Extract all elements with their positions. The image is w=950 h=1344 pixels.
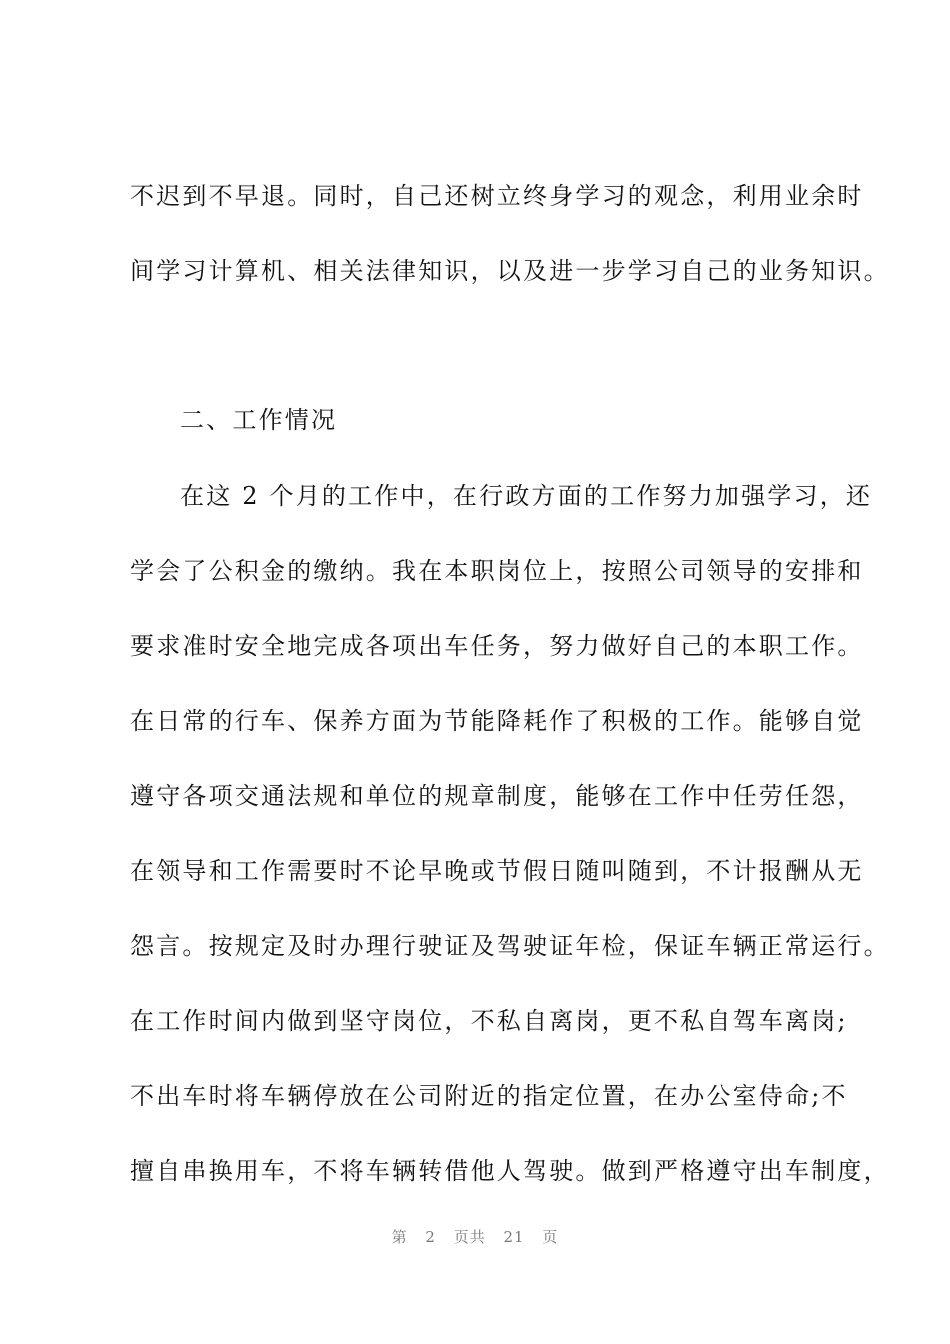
paragraph-line: 擅自串换用车，不将车辆转借他人驾驶。做到严格遵守出车制度， — [130, 1157, 890, 1185]
paragraph-line: 在工作时间内做到坚守岗位，不私自离岗，更不私自驾车离岗; — [130, 1007, 848, 1035]
page-footer — [0, 1226, 950, 1247]
footer-suffix: 页 — [542, 1228, 559, 1246]
footer-middle: 页共 — [453, 1228, 486, 1246]
paragraph-line: 在日常的行车、保养方面为节能降耗作了积极的工作。能够自觉 — [130, 707, 864, 735]
paragraph-line: 在这 2 个月的工作中，在行政方面的工作努力加强学习，还 — [180, 482, 873, 510]
paragraph-line: 学会了公积金的缴纳。我在本职岗位上，按照公司领导的安排和 — [130, 557, 864, 585]
paragraph-line: 要求准时安全地完成各项出车任务，努力做好自己的本职工作。 — [130, 632, 864, 660]
paragraph-line: 不迟到不早退。同时，自己还树立终身学习的观念，利用业余时 — [130, 182, 864, 210]
footer-prefix: 第 — [391, 1228, 408, 1246]
paragraph-line: 遵守各项交通法规和单位的规章制度，能够在工作中任劳任怨， — [130, 782, 864, 810]
paragraph-line: 怨言。按规定及时办理行驶证及驾驶证年检，保证车辆正常运行。 — [130, 932, 890, 960]
paragraph-line: 间学习计算机、相关法律知识，以及进一步学习自己的业务知识。 — [130, 257, 890, 285]
section-heading: 二、工作情况 — [180, 406, 338, 434]
paragraph-line: 不出车时将车辆停放在公司附近的指定位置，在办公室侍命;不 — [130, 1082, 848, 1110]
paragraph-line: 在领导和工作需要时不论早晚或节假日随叫随到，不计报酬从无 — [130, 857, 864, 885]
footer-page-number: 2 — [425, 1228, 436, 1246]
footer-total-pages: 21 — [503, 1228, 525, 1246]
